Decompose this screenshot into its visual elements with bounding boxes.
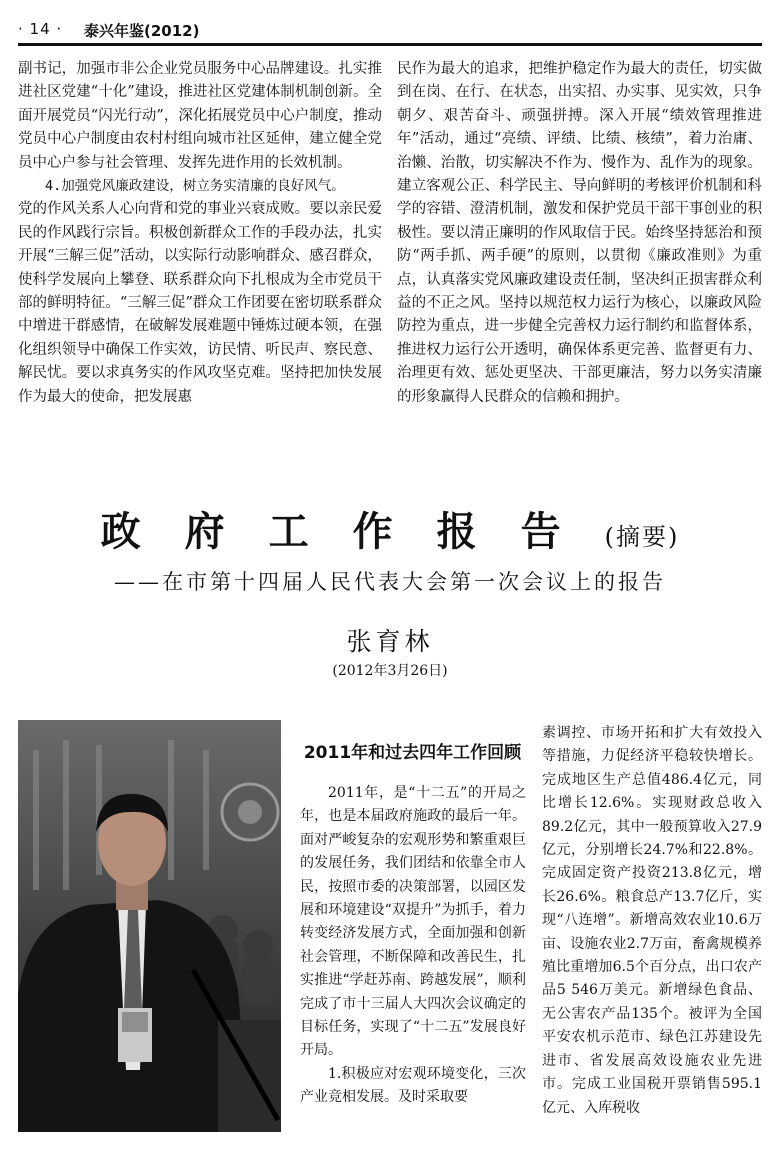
article-subtitle: ——在市第十四届人民代表大会第一次会议上的报告 — [114, 570, 666, 594]
paragraph-party-members: 副书记，加强市非公企业党员服务中心品牌建设。扎实推进社区党建“十化”建设，推进社区党建体制机制创新。全面开展党员“闪光行动”，深化拓展党员中心户制度，推动党员中心户制度由农村村组向城市社区延伸，建立健全党员中心户参与社会管理、发挥先进作用的长效机制。 — [18, 61, 382, 171]
paragraph-2011-review: 2011年，是“十二五”的开局之年，也是本届政府施政的最后一年。面对严峻复杂的宏观形势和繁重艰巨的发展任务，我们团结和依靠全市人民，按照市委的决策部署，以园区发展和环境建设“双提升”为抓手，着力转变经济发展方式，全面加强和创新社会管理，不断保障和改善民生，扎实推进“学赶苏南、跨越发展”，顺利完成了市十三届人大四次会议确定的目标任务，实现了“十二五”发展良好开局。 — [300, 785, 526, 1059]
article-title-suffix: (摘要) — [604, 523, 680, 551]
top-right-column — [397, 58, 762, 409]
top-left-column — [18, 58, 382, 409]
article-title — [0, 500, 780, 557]
article-date: (2012年3月26日) — [332, 663, 448, 679]
paragraph-heading-clean-governance: 4.加强党风廉政建设，树立务实清廉的良好风气。 — [45, 178, 345, 195]
paragraph-economic-stats: 素调控、市场开拓和扩大有效投入等措施，力促经济平稳较快增长。完成地区生产总值486.4亿元，同比增长12.6%。实现财政总收入89.2亿元，其中一般预算收入27.9亿元，分别增长24.7%和22.8%。完成固定资产投资213.8亿元，增长26.6%。粮食总产13.7亿斤，实现“八连增”。新增高效农业10.6万亩、设施农业2.7万亩，畜禽规模养殖比重增加6.5个百分点，出口农产品5 546万美元。新增绿色食品、无公害农产品135个。被评为全国平安农机示范市、绿色江苏建设先进市、省发展高效设施农业先进市。完成工业国税开票销售595.1亿元、入库税收 — [542, 725, 762, 1116]
page-number: · 14 · — [18, 20, 63, 38]
article-title-main: 政府工作报告 — [100, 508, 605, 555]
middle-column — [300, 782, 526, 1110]
paragraph-macro-response: 1.积极应对宏观环境变化，三次产业竞相发展。及时采取要 — [300, 1065, 526, 1106]
article-author: 张育林 — [346, 627, 434, 656]
book-title: 泰兴年鉴(2012) — [84, 22, 200, 40]
paragraph-continuation: 民作为最大的追求，把维护稳定作为最大的责任，切实做到在岗、在行、在状态，出实招、办实事、见实效，只争朝夕、艰苦奋斗、顽强拼搏。深入开展“绩效管理推进年”活动，通过“亮绩、评绩、比绩、核绩”，着力治庸、治懒、治散，切实解决不作为、慢作为、乱作为的现象。建立客观公正、科学民主、导向鲜明的考核评价机制和科学的容错、澄清机制，激发和保护党员干部干事创业的积极性。要以清正廉明的作风取信于民。始终坚持惩治和预防“两手抓、两手硬”的原则，以贯彻《廉政准则》为重点，认真落实党风廉政建设责任制，坚决纠正损害群众利益的不正之风。坚持以规范权力运行为核心，以廉政风险防控为重点，进一步健全完善权力运行制约和监督体系，推进权力运行公开透明，确保体系更完善、监督更有力、治理更有效、惩处更坚决、干部更廉洁，努力以务实清廉的形象赢得人民群众的信赖和拥护。 — [397, 61, 762, 405]
header-rule — [18, 43, 762, 46]
section-heading: 2011年和过去四年工作回顾 — [303, 743, 522, 763]
speaker-photo-illustration — [18, 720, 281, 1132]
right-column — [542, 722, 762, 1120]
paragraph-work-style: 党的作风关系人心向背和党的事业兴衰成败。要以亲民爱民的作风践行宗旨。积极创新群众工作的手段办法，扎实开展“三解三促”活动，以实际行动影响群众、感召群众，使科学发展向上攀登、联系群众向下扎根成为全市党员干部的鲜明特征。“三解三促”群众工作团要在密切联系群众中增进干群感情，在破解发展难题中锤炼过硬本领，在强化组织领导中确保工作实效，访民情、听民声、察民意、解民忧。要以求真务实的作风攻坚克难。坚持把加快发展作为最大的使命，把发展惠 — [18, 201, 382, 405]
speaker-photo — [18, 720, 281, 1132]
page-header — [18, 14, 762, 46]
